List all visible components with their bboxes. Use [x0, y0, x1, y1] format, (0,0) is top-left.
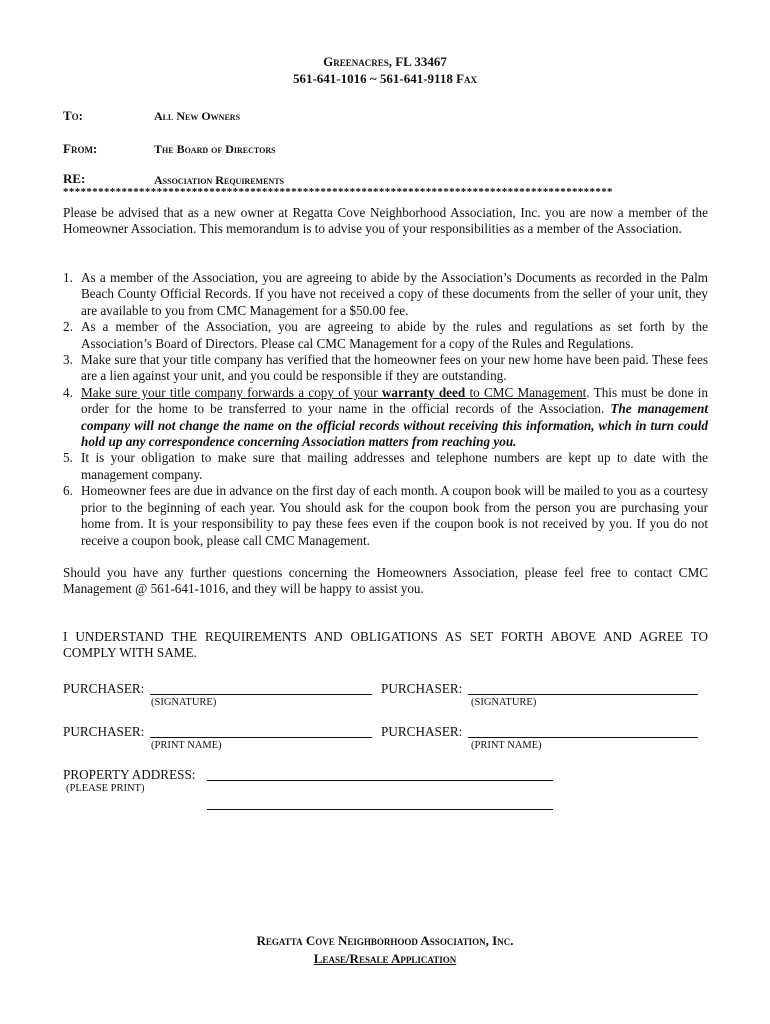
list-item — [63, 385, 708, 451]
re-value: Association Requirements — [154, 173, 284, 187]
item-underlined-text-2: to CMC Management — [469, 384, 587, 400]
requirements-list — [63, 270, 708, 549]
purchaser-2-signature-line[interactable] — [468, 694, 698, 695]
from-value: The Board of Directors — [154, 142, 276, 156]
property-address-line-1[interactable] — [207, 780, 553, 781]
item-underlined-text: Make sure your title company forwards a copy of your — [81, 384, 378, 400]
item-number: 4. — [63, 384, 73, 400]
footer-org-name: Regatta Cove Neighborhood Association, Inc. — [256, 933, 514, 948]
emphasis-text: The management company will not change the name on the official records without receiving this information, which in turn could hold up any correspondence concerning Association matters from reaching you. — [81, 401, 708, 450]
property-address-line-2[interactable] — [207, 809, 553, 810]
from-label: From: — [63, 141, 98, 156]
property-address-label: PROPERTY ADDRESS: — [63, 767, 196, 782]
to-value: All New Owners — [154, 109, 241, 123]
signature-caption: (SIGNATURE) — [471, 697, 537, 708]
agreement-statement: I UNDERSTAND THE REQUIREMENTS AND OBLIGATIONS AS SET FORTH ABOVE AND AGREE TO COMPLY WITH SAME. — [63, 629, 708, 661]
list-item — [63, 319, 708, 352]
item-text: Make sure that your title company has verified that the homeowner fees on your new home have been paid. These fees are a lien against your unit, and you could be responsible if they are outstanding. — [81, 352, 708, 384]
signature-caption: (SIGNATURE) — [151, 697, 217, 708]
print-name-caption: (PRINT NAME) — [471, 740, 542, 751]
purchaser-label: PURCHASER: — [63, 681, 145, 696]
separator-line: ********************************************************************************************** — [63, 186, 613, 198]
item-text: Homeowner fees are due in advance on the first day of each month. A coupon book will be mailed to you as a courtesy prior to the beginning of each year. You should ask for the coupon book from the person you are purchasing your home from. It is your responsibility to pay these fees even if the coupon book is not received by you. If you do not receive a coupon book, please call CMC Management. — [81, 483, 708, 548]
purchaser-2-print-name-line[interactable] — [468, 737, 698, 738]
footer-title: Lease/Resale Application — [313, 951, 457, 966]
closing-paragraph: Should you have any further questions concerning the Homeowners Association, please feel free to contact CMC Management @ 561-641-1016, and they will be happy to assist you. — [63, 565, 708, 597]
item-text: As a member of the Association, you are agreeing to abide by the rules and regulations as set forth by the Association’s Board of Directors. Please cal CMC Management for a copy of the Rules and Regulations. — [81, 319, 708, 351]
purchaser-1-signature-line[interactable] — [150, 694, 372, 695]
item-number: 6. — [63, 483, 73, 499]
list-item — [63, 352, 708, 385]
header-city: Greenacres, FL 33467 — [323, 54, 447, 69]
purchaser-1-print-name-line[interactable] — [150, 737, 372, 738]
item-number: 3. — [63, 352, 73, 368]
item-number: 1. — [63, 270, 73, 285]
list-item — [63, 450, 708, 483]
list-item — [63, 483, 708, 549]
purchaser-label: PURCHASER: — [63, 724, 145, 739]
intro-paragraph: Please be advised that as a new owner at Regatta Cove Neighborhood Association, Inc. you are now a member of the Homeowner Association. This memorandum is to advise you of your responsibilities as a member of the Association. — [63, 205, 708, 237]
print-name-caption: (PRINT NAME) — [151, 740, 222, 751]
header-phone: 561-641-1016 ~ 561-641-9118 Fax — [292, 71, 478, 86]
please-print-caption: (PLEASE PRINT) — [66, 783, 145, 794]
item-number: 2. — [63, 319, 73, 335]
item-text: As a member of the Association, you are agreeing to abide by the Association’s Documents as recorded in the Palm Beach County Official Records. If you have not received a copy of these documents from the seller of your unit, they are available to you from CMC Management for a $50.00 fee. — [81, 270, 708, 318]
item-number: 5. — [63, 450, 73, 466]
re-label: RE: — [63, 171, 86, 186]
purchaser-label: PURCHASER: — [381, 724, 463, 739]
item-text: . This must be done in order for the home to be transferred to your name in the official records of the Association. — [81, 384, 708, 417]
purchaser-label: PURCHASER: — [381, 681, 463, 696]
to-label: To: — [63, 108, 84, 123]
item-text: It is your obligation to make sure that mailing addresses and telephone numbers are kept up to date with the management company. — [81, 450, 708, 482]
warranty-deed-text: warranty deed — [381, 384, 466, 400]
list-item — [63, 270, 708, 319]
